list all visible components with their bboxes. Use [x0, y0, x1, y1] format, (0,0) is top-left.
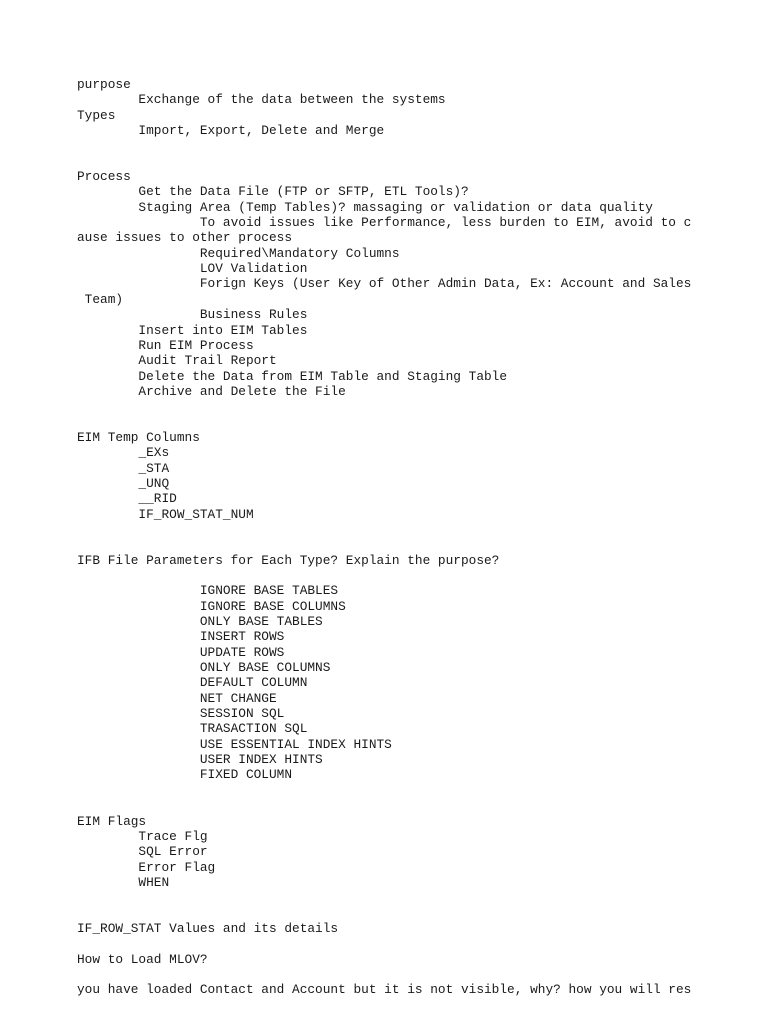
text-line: purpose [77, 77, 131, 92]
indented-text-line: _EXs [77, 445, 170, 461]
indented-text-line: Staging Area (Temp Tables)? massaging or validation or data quality [77, 199, 653, 215]
indented-text-line: Trace Flg [77, 828, 208, 844]
indented-text-line: IGNORE BASE TABLES [77, 583, 339, 599]
indented-text-line: ONLY BASE COLUMNS [77, 660, 331, 676]
indented-text-line: NET CHANGE [77, 690, 277, 706]
indented-text-line: USE ESSENTIAL INDEX HINTS [77, 736, 392, 752]
indented-text-line: Insert into EIM Tables [77, 322, 308, 338]
indented-text-line: Run EIM Process [77, 337, 254, 353]
indented-text-line: ONLY BASE TABLES [77, 614, 323, 630]
indented-text-line: TRASACTION SQL [77, 721, 308, 737]
text-line: Team) [77, 291, 124, 307]
indented-text-line: _STA [77, 460, 170, 476]
indented-text-line: To avoid issues like Performance, less burden to EIM, avoid to c [77, 215, 692, 231]
blank-line [77, 936, 757, 951]
text-line: IFB File Parameters for Each Type? Explain the purpose? [77, 552, 500, 568]
indented-text-line: SQL Error [77, 844, 208, 860]
indented-text-line: Exchange of the data between the systems [77, 92, 446, 108]
indented-text-line: Delete the Data from EIM Table and Staging Table [77, 368, 508, 384]
blank-line [77, 967, 757, 982]
text-line: Process [77, 169, 131, 185]
blank-line [77, 399, 757, 414]
indented-text-line: Import, Export, Delete and Merge [77, 123, 385, 139]
text-line: Types [77, 107, 116, 123]
text-line: How to Load MLOV? [77, 951, 208, 967]
text-line: you have loaded Contact and Account but it is not visible, why? how you will res [77, 982, 692, 998]
indented-text-line: Audit Trail Report [77, 353, 277, 369]
indented-text-line: IF_ROW_STAT_NUM [77, 506, 254, 522]
indented-text-line: DEFAULT COLUMN [77, 675, 308, 691]
blank-line [77, 783, 757, 798]
blank-line [77, 890, 757, 905]
blank-line [77, 906, 757, 921]
text-line: EIM Flags [77, 813, 147, 829]
blank-line [77, 798, 757, 813]
indented-text-line: __RID [77, 491, 177, 507]
indented-text-line: Error Flag [77, 859, 216, 875]
document-body [77, 77, 757, 998]
text-line: ause issues to other process [77, 230, 293, 246]
indented-text-line: _UNQ [77, 475, 170, 491]
indented-text-line: USER INDEX HINTS [77, 752, 323, 768]
text-line: EIM Temp Columns [77, 429, 200, 445]
indented-text-line: IGNORE BASE COLUMNS [77, 598, 346, 614]
indented-text-line: Required\Mandatory Columns [77, 245, 400, 261]
text-line: IF_ROW_STAT Values and its details [77, 920, 339, 936]
indented-text-line: WHEN [77, 874, 170, 890]
indented-text-line: UPDATE ROWS [77, 644, 285, 660]
indented-text-line: Archive and Delete the File [77, 383, 346, 399]
indented-text-line: SESSION SQL [77, 706, 285, 722]
blank-line [77, 568, 757, 583]
blank-line [77, 415, 757, 430]
indented-text-line: Business Rules [77, 307, 308, 323]
indented-text-line: Forign Keys (User Key of Other Admin Data, Ex: Account and Sales [77, 276, 692, 292]
indented-text-line: LOV Validation [77, 261, 308, 277]
blank-line [77, 138, 757, 153]
indented-text-line: Get the Data File (FTP or SFTP, ETL Tools)? [77, 184, 469, 200]
indented-text-line: FIXED COLUMN [77, 767, 293, 783]
blank-line [77, 154, 757, 169]
indented-text-line: INSERT ROWS [77, 629, 285, 645]
blank-line [77, 522, 757, 537]
blank-line [77, 537, 757, 552]
